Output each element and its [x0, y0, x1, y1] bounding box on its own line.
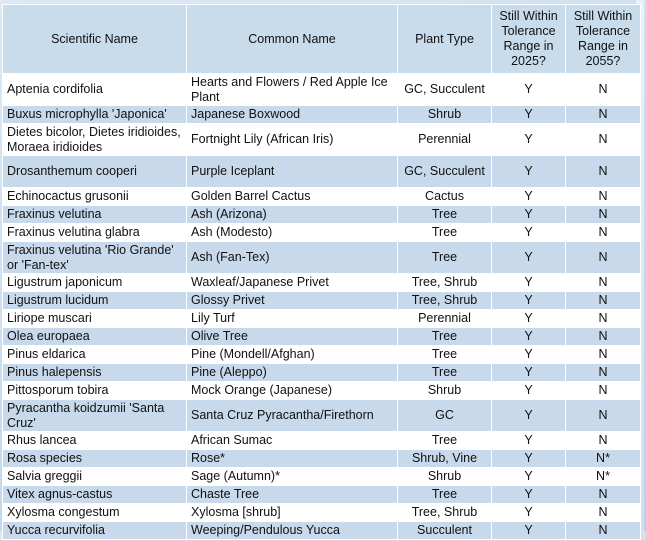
plant-type-cell: Shrub — [398, 468, 492, 486]
plant-type-cell: Succulent — [398, 522, 492, 540]
plant-type-cell: Tree — [398, 328, 492, 346]
tolerance-2025-cell: Y — [492, 450, 566, 468]
tolerance-2025-cell: Y — [492, 346, 566, 364]
header-scientific-name: Scientific Name — [3, 5, 187, 74]
tolerance-2055-cell: N — [566, 504, 641, 522]
header-plant-type: Plant Type — [398, 5, 492, 74]
tolerance-2055-cell: N* — [566, 450, 641, 468]
table-row — [3, 504, 641, 522]
scientific-name-cell: Drosanthemum cooperi — [3, 156, 187, 188]
common-name-cell: Chaste Tree — [187, 486, 398, 504]
scientific-name-cell: Pinus halepensis — [3, 364, 187, 382]
common-name-cell: Ash (Modesto) — [187, 224, 398, 242]
common-name-cell: Hearts and Flowers / Red Apple Ice Plant — [187, 74, 398, 106]
tolerance-2025-cell: Y — [492, 382, 566, 400]
tolerance-2025-cell: Y — [492, 486, 566, 504]
common-name-cell: Lily Turf — [187, 310, 398, 328]
tolerance-2055-cell: N* — [566, 468, 641, 486]
table-row — [3, 124, 641, 156]
scientific-name-cell: Ligustrum japonicum — [3, 274, 187, 292]
scientific-name-cell: Pyracantha koidzumii 'Santa Cruz' — [3, 400, 187, 432]
common-name-cell: Ash (Fan-Tex) — [187, 242, 398, 274]
scientific-name-cell: Pittosporum tobira — [3, 382, 187, 400]
tolerance-2025-cell: Y — [492, 206, 566, 224]
tolerance-2055-cell: N — [566, 274, 641, 292]
tolerance-2055-cell: N — [566, 124, 641, 156]
tolerance-2055-cell: N — [566, 74, 641, 106]
tolerance-2025-cell: Y — [492, 242, 566, 274]
tolerance-2025-cell: Y — [492, 328, 566, 346]
tolerance-2055-cell: N — [566, 522, 641, 540]
plant-type-cell: Tree, Shrub — [398, 274, 492, 292]
plant-type-cell: Tree — [398, 486, 492, 504]
header-tolerance-2025: Still Within Tolerance Range in 2025? — [492, 5, 566, 74]
plant-type-cell: Shrub — [398, 382, 492, 400]
table-row — [3, 364, 641, 382]
scientific-name-cell: Pinus eldarica — [3, 346, 187, 364]
scientific-name-cell: Dietes bicolor, Dietes iridioides, Moraea iridioides — [3, 124, 187, 156]
plant-type-cell: GC — [398, 400, 492, 432]
tolerance-2055-cell: N — [566, 188, 641, 206]
tolerance-2055-cell: N — [566, 292, 641, 310]
table-row — [3, 382, 641, 400]
common-name-cell: Pine (Aleppo) — [187, 364, 398, 382]
common-name-cell: Pine (Mondell/Afghan) — [187, 346, 398, 364]
scientific-name-cell: Buxus microphylla 'Japonica' — [3, 106, 187, 124]
tolerance-2055-cell: N — [566, 432, 641, 450]
common-name-cell: Waxleaf/Japanese Privet — [187, 274, 398, 292]
header-common-name: Common Name — [187, 5, 398, 74]
common-name-cell: Purple Iceplant — [187, 156, 398, 188]
plant-type-cell: Perennial — [398, 124, 492, 156]
scientific-name-cell: Liriope muscari — [3, 310, 187, 328]
table-row — [3, 74, 641, 106]
plant-type-cell: Cactus — [398, 188, 492, 206]
tolerance-2055-cell: N — [566, 328, 641, 346]
table-row — [3, 206, 641, 224]
tolerance-2025-cell: Y — [492, 504, 566, 522]
common-name-cell: Mock Orange (Japanese) — [187, 382, 398, 400]
table-row — [3, 106, 641, 124]
plant-type-cell: Shrub — [398, 106, 492, 124]
common-name-cell: Japanese Boxwood — [187, 106, 398, 124]
plant-type-cell: GC, Succulent — [398, 74, 492, 106]
tolerance-2025-cell: Y — [492, 224, 566, 242]
header-tolerance-2055: Still Within Tolerance Range in 2055? — [566, 5, 641, 74]
tolerance-2055-cell: N — [566, 106, 641, 124]
scientific-name-cell: Aptenia cordifolia — [3, 74, 187, 106]
tolerance-2025-cell: Y — [492, 274, 566, 292]
tolerance-2025-cell: Y — [492, 400, 566, 432]
tolerance-2025-cell: Y — [492, 468, 566, 486]
tolerance-2055-cell: N — [566, 242, 641, 274]
plant-type-cell: Tree — [398, 242, 492, 274]
table-row — [3, 292, 641, 310]
tolerance-2025-cell: Y — [492, 522, 566, 540]
common-name-cell: Fortnight Lily (African Iris) — [187, 124, 398, 156]
plant-type-cell: Tree — [398, 432, 492, 450]
common-name-cell: Glossy Privet — [187, 292, 398, 310]
table-row — [3, 274, 641, 292]
table-row — [3, 450, 641, 468]
table-row — [3, 400, 641, 432]
tolerance-2025-cell: Y — [492, 310, 566, 328]
scientific-name-cell: Ligustrum lucidum — [3, 292, 187, 310]
scientific-name-cell: Fraxinus velutina 'Rio Grande' or 'Fan-tex' — [3, 242, 187, 274]
scientific-name-cell: Yucca recurvifolia — [3, 522, 187, 540]
common-name-cell: Rose* — [187, 450, 398, 468]
tolerance-2055-cell: N — [566, 224, 641, 242]
common-name-cell: Xylosma [shrub] — [187, 504, 398, 522]
scientific-name-cell: Rosa species — [3, 450, 187, 468]
scientific-name-cell: Fraxinus velutina — [3, 206, 187, 224]
scientific-name-cell: Xylosma congestum — [3, 504, 187, 522]
plant-type-cell: Perennial — [398, 310, 492, 328]
plant-type-cell: Shrub, Vine — [398, 450, 492, 468]
common-name-cell: Golden Barrel Cactus — [187, 188, 398, 206]
tolerance-2025-cell: Y — [492, 432, 566, 450]
plant-type-cell: Tree, Shrub — [398, 504, 492, 522]
scientific-name-cell: Fraxinus velutina glabra — [3, 224, 187, 242]
plant-type-cell: Tree — [398, 346, 492, 364]
table-row — [3, 188, 641, 206]
table-row — [3, 486, 641, 504]
table-row — [3, 156, 641, 188]
tolerance-2055-cell: N — [566, 206, 641, 224]
common-name-cell: Olive Tree — [187, 328, 398, 346]
tolerance-2055-cell: N — [566, 486, 641, 504]
table-row — [3, 346, 641, 364]
tolerance-2025-cell: Y — [492, 188, 566, 206]
common-name-cell: Santa Cruz Pyracantha/Firethorn — [187, 400, 398, 432]
tolerance-2025-cell: Y — [492, 74, 566, 106]
tolerance-2025-cell: Y — [492, 156, 566, 188]
table-row — [3, 468, 641, 486]
table-row — [3, 242, 641, 274]
table-row — [3, 310, 641, 328]
plant-type-cell: Tree — [398, 206, 492, 224]
tolerance-2025-cell: Y — [492, 364, 566, 382]
common-name-cell: Sage (Autumn)* — [187, 468, 398, 486]
table-row — [3, 224, 641, 242]
scientific-name-cell: Olea europaea — [3, 328, 187, 346]
tolerance-2025-cell: Y — [492, 124, 566, 156]
common-name-cell: Weeping/Pendulous Yucca — [187, 522, 398, 540]
scientific-name-cell: Rhus lancea — [3, 432, 187, 450]
tolerance-2055-cell: N — [566, 382, 641, 400]
tolerance-2055-cell: N — [566, 310, 641, 328]
plant-type-cell: Tree, Shrub — [398, 292, 492, 310]
plant-type-cell: Tree — [398, 364, 492, 382]
plant-type-cell: GC, Succulent — [398, 156, 492, 188]
common-name-cell: Ash (Arizona) — [187, 206, 398, 224]
plant-type-cell: Tree — [398, 224, 492, 242]
tolerance-2055-cell: N — [566, 400, 641, 432]
tolerance-2055-cell: N — [566, 156, 641, 188]
scientific-name-cell: Echinocactus grusonii — [3, 188, 187, 206]
scientific-name-cell: Vitex agnus-castus — [3, 486, 187, 504]
header-row — [3, 5, 641, 74]
tolerance-2025-cell: Y — [492, 292, 566, 310]
scientific-name-cell: Salvia greggii — [3, 468, 187, 486]
tolerance-2025-cell: Y — [492, 106, 566, 124]
tolerance-2055-cell: N — [566, 346, 641, 364]
table-row — [3, 328, 641, 346]
common-name-cell: African Sumac — [187, 432, 398, 450]
table-row — [3, 432, 641, 450]
tolerance-2055-cell: N — [566, 364, 641, 382]
plant-tolerance-table — [2, 4, 641, 540]
